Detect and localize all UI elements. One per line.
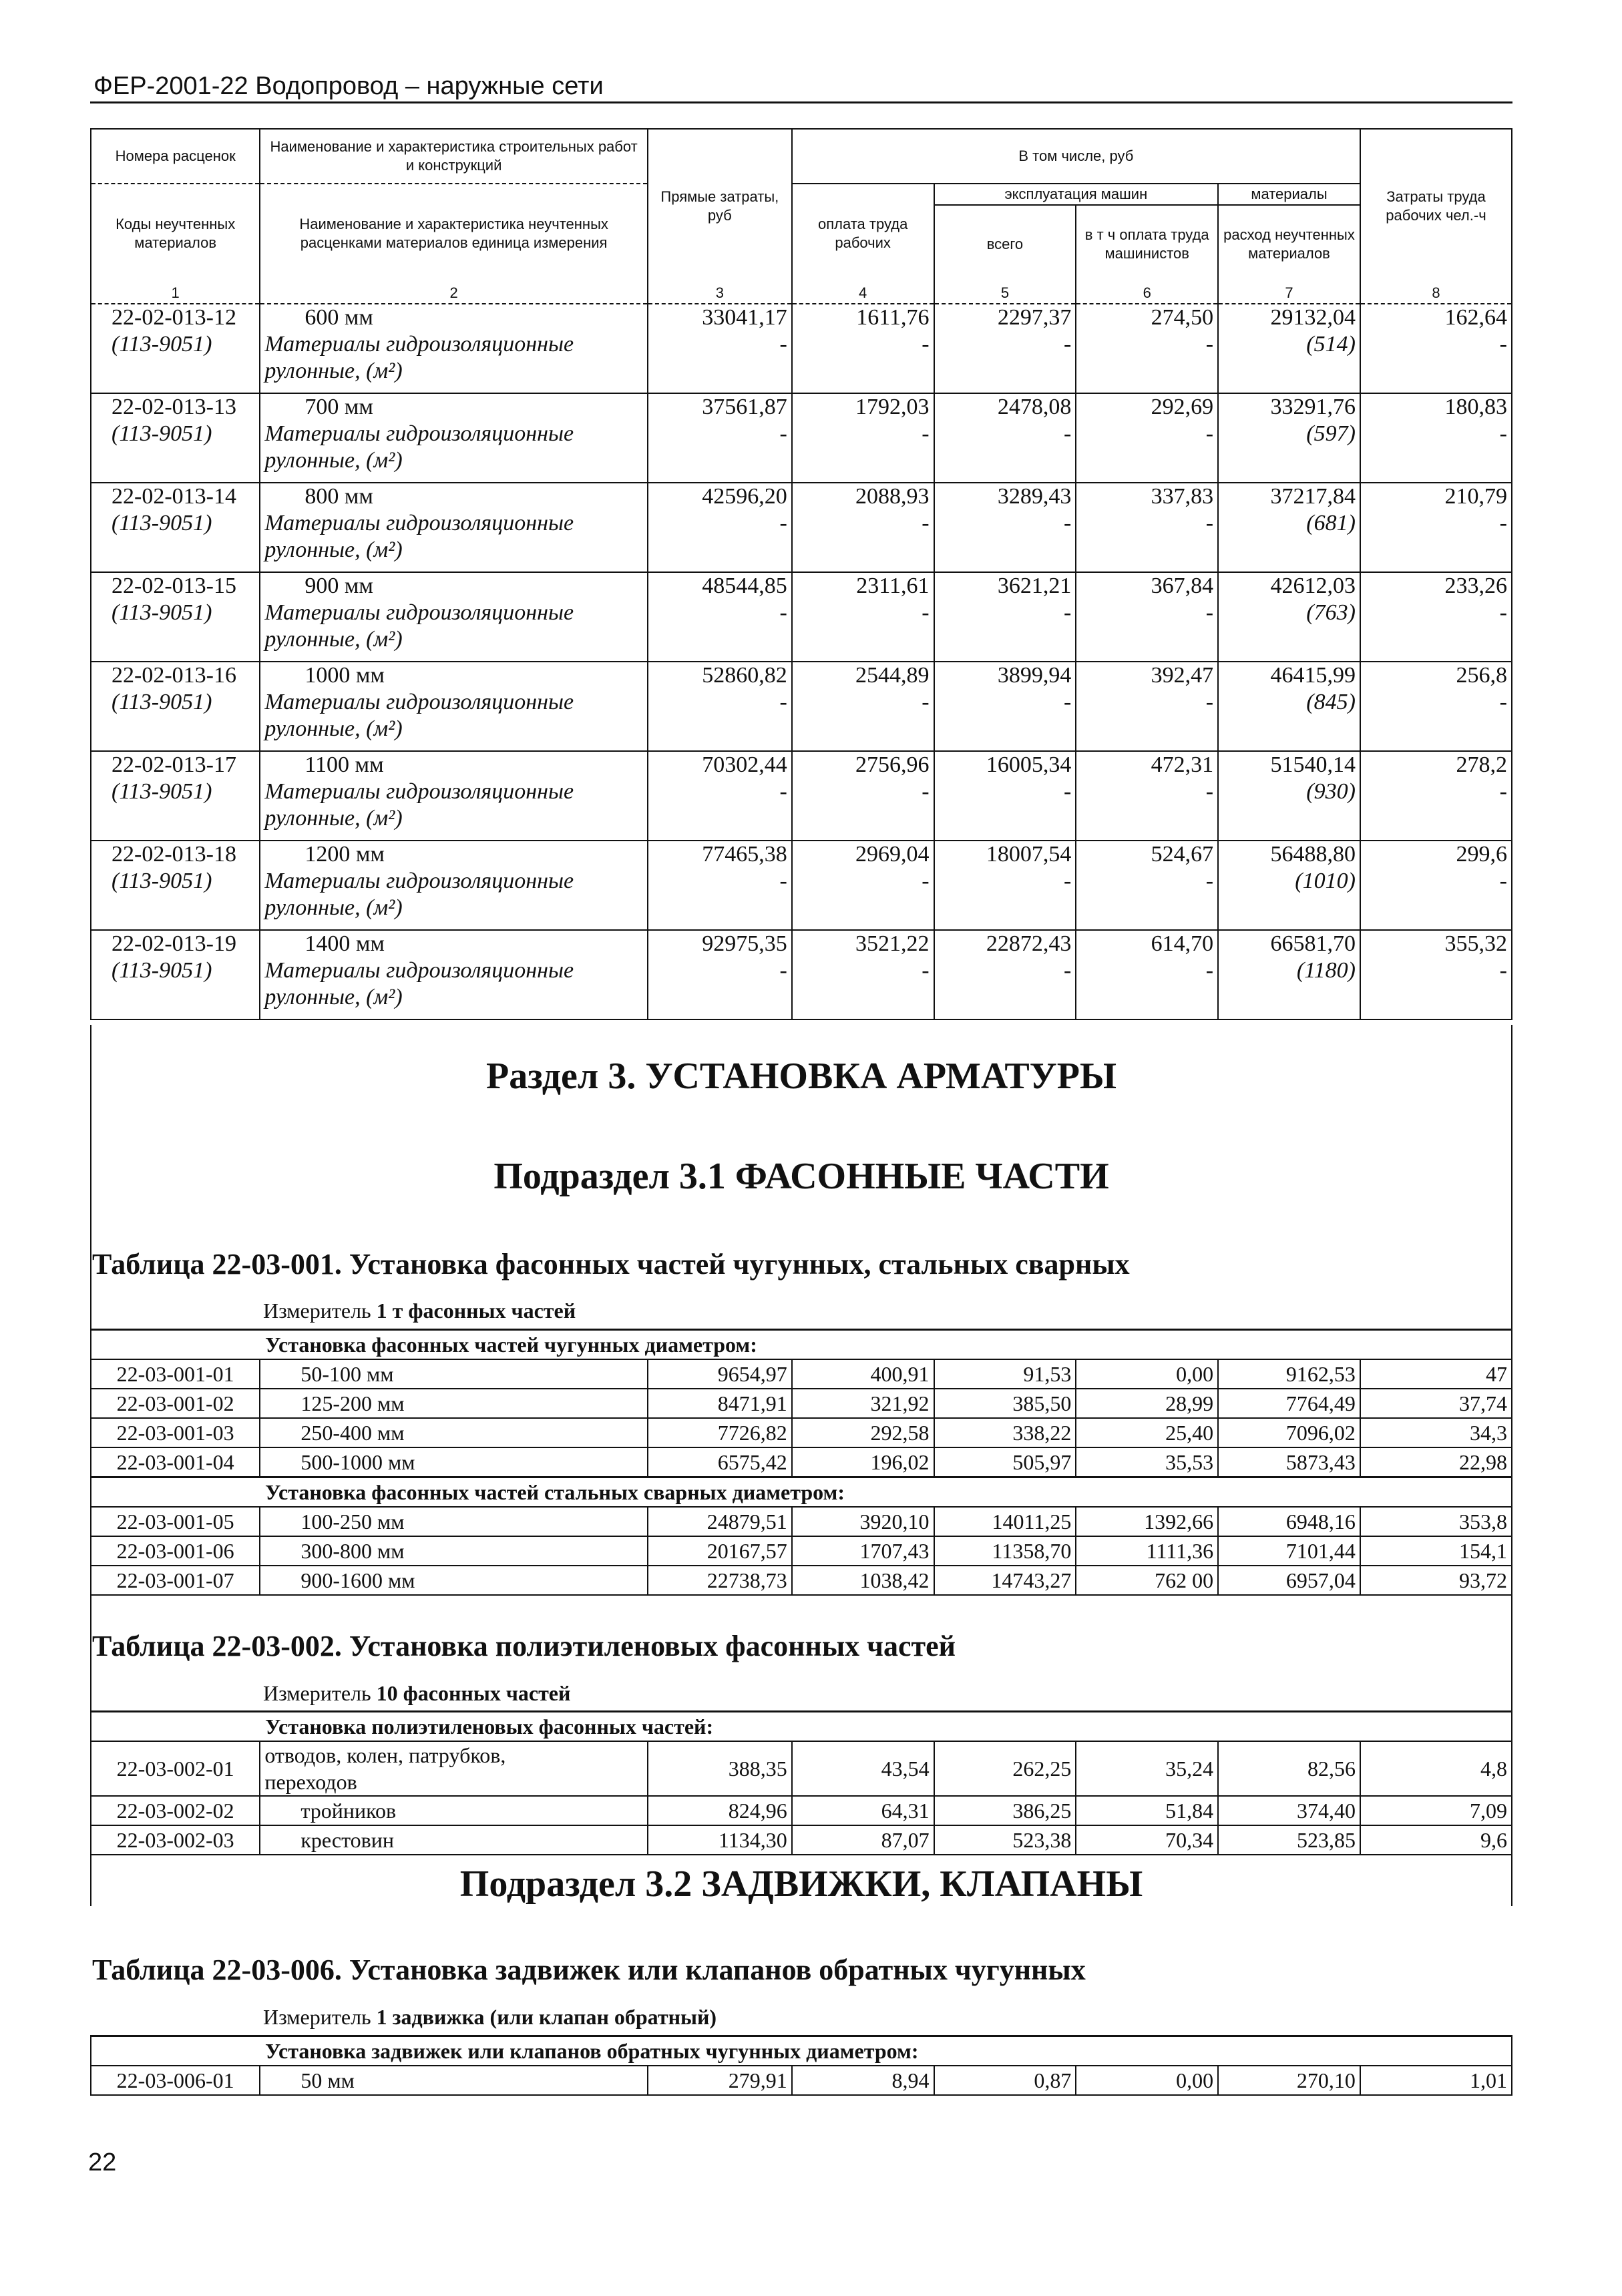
head-materials: материалы <box>1218 184 1360 205</box>
measure-unit: Измеритель 1 задвижка (или клапан обратный) <box>263 2005 717 2029</box>
machines-total: 11358,70 <box>934 1536 1076 1566</box>
work-name: 900-1600 мм <box>260 1566 648 1595</box>
cell-hours: 278,2 - <box>1360 751 1512 841</box>
table-22-03-006 <box>90 2035 1512 2096</box>
work-name: тройников <box>260 1796 648 1825</box>
head-machines: эксплуатация машин <box>934 184 1219 205</box>
page-number: 22 <box>88 2148 117 2176</box>
rate-code: 22-03-001-05 <box>91 1507 260 1536</box>
rate-code: 22-03-001-02 <box>91 1389 260 1418</box>
head-including: В том числе, руб <box>792 129 1360 184</box>
cell-materials: 33291,76 (597) <box>1218 393 1360 483</box>
rates-table <box>90 128 1512 1020</box>
operator-pay: 1111,36 <box>1076 1536 1218 1566</box>
material-code: (113-9051) <box>112 421 212 446</box>
labor-hours: 34,3 <box>1360 1418 1512 1447</box>
col-num: 4 <box>792 283 934 304</box>
cell-direct: 42596,20 - <box>648 483 792 572</box>
work-name: 500-1000 мм <box>260 1447 648 1477</box>
rate-code: 22-02-013-12 (113-9051) <box>91 304 260 393</box>
material-code: (113-9051) <box>112 600 212 625</box>
work-name: 1200 мм Материалы гидроизоляционные рулонные, (м²) <box>260 841 648 930</box>
cell-labor: 2544,89 - <box>792 662 934 751</box>
head-work-name: Наименование и характеристика строительных работ и конструкций <box>260 129 648 184</box>
cell-hours: 233,26 - <box>1360 572 1512 662</box>
work-name: 900 мм Материалы гидроизоляционные рулонные, (м²) <box>260 572 648 662</box>
rate-code: 22-02-013-16 (113-9051) <box>91 662 260 751</box>
col-num: 8 <box>1360 283 1512 304</box>
cell-direct: 52860,82 - <box>648 662 792 751</box>
materials: 7764,49 <box>1218 1389 1360 1418</box>
cell-direct: 92975,35 - <box>648 930 792 1019</box>
direct-costs: 279,91 <box>648 2066 792 2095</box>
materials: 374,40 <box>1218 1796 1360 1825</box>
head-operator-pay: в т ч оплата труда машинистов <box>1076 205 1218 283</box>
machines-total: 385,50 <box>934 1389 1076 1418</box>
machines-total: 386,25 <box>934 1796 1076 1825</box>
cell-mlabor: 614,70 - <box>1076 930 1218 1019</box>
work-name: крестовин <box>260 1825 648 1855</box>
head-material-codes: Коды неучтенных материалов <box>91 184 260 283</box>
direct-costs: 1134,30 <box>648 1825 792 1855</box>
machines-total: 505,97 <box>934 1447 1076 1477</box>
operator-pay: 0,00 <box>1076 2066 1218 2095</box>
materials: 523,85 <box>1218 1825 1360 1855</box>
cell-mach: 2297,37 - <box>934 304 1076 393</box>
operator-pay: 25,40 <box>1076 1418 1218 1447</box>
col-num: 5 <box>934 283 1076 304</box>
cell-mach: 18007,54 - <box>934 841 1076 930</box>
table-row <box>91 1359 1512 1389</box>
direct-costs: 824,96 <box>648 1796 792 1825</box>
cell-direct: 70302,44 - <box>648 751 792 841</box>
col-num: 7 <box>1218 283 1360 304</box>
worker-pay: 43,54 <box>792 1741 934 1796</box>
direct-costs: 7726,82 <box>648 1418 792 1447</box>
cell-mach: 3899,94 - <box>934 662 1076 751</box>
table-row <box>91 1418 1512 1447</box>
worker-pay: 321,92 <box>792 1389 934 1418</box>
rate-code: 22-02-013-17 (113-9051) <box>91 751 260 841</box>
cell-mlabor: 392,47 - <box>1076 662 1218 751</box>
direct-costs: 24879,51 <box>648 1507 792 1536</box>
materials: 6957,04 <box>1218 1566 1360 1595</box>
cell-materials: 29132,04 (514) <box>1218 304 1360 393</box>
head-worker-pay: оплата труда рабочих <box>792 184 934 283</box>
section-title: Раздел 3. УСТАНОВКА АРМАТУРЫ <box>486 1056 1117 1097</box>
cell-direct: 77465,38 - <box>648 841 792 930</box>
cell-mlabor: 472,31 - <box>1076 751 1218 841</box>
rate-code: 22-02-013-18 (113-9051) <box>91 841 260 930</box>
machines-total: 14011,25 <box>934 1507 1076 1536</box>
operator-pay: 35,24 <box>1076 1741 1218 1796</box>
head-labor-hours: Затраты труда рабочих чел.-ч <box>1360 129 1512 283</box>
col-num: 3 <box>648 283 792 304</box>
materials: 270,10 <box>1218 2066 1360 2095</box>
cell-hours: 162,64 - <box>1360 304 1512 393</box>
table-22-03-002 <box>90 1710 1512 1855</box>
work-name: 1400 мм Материалы гидроизоляционные рулонные, (м²) <box>260 930 648 1019</box>
direct-costs: 9654,97 <box>648 1359 792 1389</box>
header-rule <box>90 101 1512 103</box>
work-name: 1000 мм Материалы гидроизоляционные рулонные, (м²) <box>260 662 648 751</box>
group-label: Установка полиэтиленовых фасонных частей: <box>91 1712 1512 1742</box>
worker-pay: 1707,43 <box>792 1536 934 1566</box>
table-row <box>91 572 1512 662</box>
work-name: 100-250 мм <box>260 1507 648 1536</box>
labor-hours: 4,8 <box>1360 1741 1512 1796</box>
table-22-03-001 <box>90 1329 1512 1596</box>
operator-pay: 51,84 <box>1076 1796 1218 1825</box>
work-name: 50 мм <box>260 2066 648 2095</box>
labor-hours: 7,09 <box>1360 1796 1512 1825</box>
head-machines-total: всего <box>934 205 1076 283</box>
labor-hours: 154,1 <box>1360 1536 1512 1566</box>
group-label: Установка фасонных частей стальных сварных диаметром: <box>91 1477 1512 1508</box>
cell-hours: 256,8 - <box>1360 662 1512 751</box>
rate-code: 22-02-013-15 (113-9051) <box>91 572 260 662</box>
cell-mlabor: 274,50 - <box>1076 304 1218 393</box>
cell-materials: 46415,99 (845) <box>1218 662 1360 751</box>
machines-total: 91,53 <box>934 1359 1076 1389</box>
table-row <box>91 1536 1512 1566</box>
machines-total: 338,22 <box>934 1418 1076 1447</box>
direct-costs: 20167,57 <box>648 1536 792 1566</box>
worker-pay: 3920,10 <box>792 1507 934 1536</box>
work-name: 1100 мм Материалы гидроизоляционные рулонные, (м²) <box>260 751 648 841</box>
cell-mlabor: 337,83 - <box>1076 483 1218 572</box>
cell-mach: 3289,43 - <box>934 483 1076 572</box>
operator-pay: 70,34 <box>1076 1825 1218 1855</box>
cell-mach: 2478,08 - <box>934 393 1076 483</box>
table-row <box>91 1507 1512 1536</box>
cell-labor: 2969,04 - <box>792 841 934 930</box>
cell-materials: 51540,14 (930) <box>1218 751 1360 841</box>
table-title: Таблица 22-03-006. Установка задвижек или клапанов обратных чугунных <box>92 1954 1086 1986</box>
rate-code: 22-02-013-14 (113-9051) <box>91 483 260 572</box>
rate-code: 22-03-002-01 <box>91 1741 260 1796</box>
worker-pay: 400,91 <box>792 1359 934 1389</box>
work-name: 250-400 мм <box>260 1418 648 1447</box>
head-material-consumption: расход неучтенных материалов <box>1218 205 1360 283</box>
table-row <box>91 1825 1512 1855</box>
worker-pay: 292,58 <box>792 1418 934 1447</box>
table-row <box>91 1447 1512 1477</box>
cell-labor: 2311,61 - <box>792 572 934 662</box>
cell-direct: 48544,85 - <box>648 572 792 662</box>
cell-mach: 22872,43 - <box>934 930 1076 1019</box>
cell-materials: 56488,80 (1010) <box>1218 841 1360 930</box>
materials: 82,56 <box>1218 1741 1360 1796</box>
rate-code: 22-03-001-01 <box>91 1359 260 1389</box>
cell-labor: 3521,22 - <box>792 930 934 1019</box>
labor-hours: 37,74 <box>1360 1389 1512 1418</box>
materials: 7101,44 <box>1218 1536 1360 1566</box>
group-label: Установка задвижек или клапанов обратных чугунных диаметром: <box>91 2036 1512 2066</box>
direct-costs: 8471,91 <box>648 1389 792 1418</box>
worker-pay: 1038,42 <box>792 1566 934 1595</box>
subsection-title: Подраздел 3.2 ЗАДВИЖКИ, КЛАПАНЫ <box>459 1863 1143 1905</box>
material-code: (113-9051) <box>112 779 212 804</box>
group-label: Установка фасонных частей чугунных диаметром: <box>91 1330 1512 1360</box>
direct-costs: 388,35 <box>648 1741 792 1796</box>
table-row <box>91 1796 1512 1825</box>
material-code: (113-9051) <box>112 511 212 535</box>
materials: 9162,53 <box>1218 1359 1360 1389</box>
machines-total: 0,87 <box>934 2066 1076 2095</box>
rate-code: 22-02-013-13 (113-9051) <box>91 393 260 483</box>
materials: 5873,43 <box>1218 1447 1360 1477</box>
direct-costs: 22738,73 <box>648 1566 792 1595</box>
rate-code: 22-03-002-02 <box>91 1796 260 1825</box>
work-name: 300-800 мм <box>260 1536 648 1566</box>
materials: 6948,16 <box>1218 1507 1360 1536</box>
operator-pay: 35,53 <box>1076 1447 1218 1477</box>
machines-total: 523,38 <box>934 1825 1076 1855</box>
operator-pay: 28,99 <box>1076 1389 1218 1418</box>
rate-code: 22-03-001-06 <box>91 1536 260 1566</box>
col-num: 6 <box>1076 283 1218 304</box>
table-row <box>91 393 1512 483</box>
labor-hours: 1,01 <box>1360 2066 1512 2095</box>
cell-direct: 33041,17 - <box>648 304 792 393</box>
worker-pay: 87,07 <box>792 1825 934 1855</box>
cell-hours: 210,79 - <box>1360 483 1512 572</box>
table-row <box>91 930 1512 1019</box>
col-num: 1 <box>91 283 260 304</box>
labor-hours: 22,98 <box>1360 1447 1512 1477</box>
head-direct-costs: Прямые затраты, руб <box>648 129 792 283</box>
col-num: 2 <box>260 283 648 304</box>
labor-hours: 9,6 <box>1360 1825 1512 1855</box>
table-row <box>91 841 1512 930</box>
table-row <box>91 483 1512 572</box>
table-row <box>91 662 1512 751</box>
subsection-title: Подраздел 3.1 ФАСОННЫЕ ЧАСТИ <box>493 1156 1109 1197</box>
table-row <box>91 1741 1512 1796</box>
operator-pay: 0,00 <box>1076 1359 1218 1389</box>
worker-pay: 8,94 <box>792 2066 934 2095</box>
work-name: отводов, колен, патрубков, переходов <box>260 1741 648 1796</box>
measure-unit: Измеритель 1 т фасонных частей <box>263 1299 576 1323</box>
material-code: (113-9051) <box>112 958 212 983</box>
cell-mlabor: 292,69 - <box>1076 393 1218 483</box>
labor-hours: 47 <box>1360 1359 1512 1389</box>
cell-hours: 180,83 - <box>1360 393 1512 483</box>
cell-mach: 3621,21 - <box>934 572 1076 662</box>
table-row <box>91 1389 1512 1418</box>
cell-labor: 1611,76 - <box>792 304 934 393</box>
cell-labor: 2756,96 - <box>792 751 934 841</box>
cell-mlabor: 367,84 - <box>1076 572 1218 662</box>
cell-mlabor: 524,67 - <box>1076 841 1218 930</box>
material-code: (113-9051) <box>112 690 212 714</box>
work-name: 600 мм Материалы гидроизоляционные рулонные, (м²) <box>260 304 648 393</box>
cell-labor: 1792,03 - <box>792 393 934 483</box>
labor-hours: 93,72 <box>1360 1566 1512 1595</box>
rate-code: 22-02-013-19 (113-9051) <box>91 930 260 1019</box>
rate-code: 22-03-001-03 <box>91 1418 260 1447</box>
head-material-name: Наименование и характеристика неучтенных расценками материалов единица измерения <box>260 184 648 283</box>
cell-materials: 42612,03 (763) <box>1218 572 1360 662</box>
table-row <box>91 1566 1512 1595</box>
rate-code: 22-03-002-03 <box>91 1825 260 1855</box>
work-name: 700 мм Материалы гидроизоляционные рулонные, (м²) <box>260 393 648 483</box>
operator-pay: 762 00 <box>1076 1566 1218 1595</box>
work-name: 125-200 мм <box>260 1389 648 1418</box>
worker-pay: 64,31 <box>792 1796 934 1825</box>
cell-labor: 2088,93 - <box>792 483 934 572</box>
rate-code: 22-03-001-07 <box>91 1566 260 1595</box>
direct-costs: 6575,42 <box>648 1447 792 1477</box>
machines-total: 262,25 <box>934 1741 1076 1796</box>
table-title: Таблица 22-03-001. Установка фасонных частей чугунных, стальных сварных <box>92 1248 1130 1281</box>
work-name: 800 мм Материалы гидроизоляционные рулонные, (м²) <box>260 483 648 572</box>
machines-total: 14743,27 <box>934 1566 1076 1595</box>
rate-code: 22-03-006-01 <box>91 2066 260 2095</box>
table-row <box>91 2066 1512 2095</box>
worker-pay: 196,02 <box>792 1447 934 1477</box>
material-code: (113-9051) <box>112 332 212 357</box>
material-code: (113-9051) <box>112 869 212 893</box>
materials: 7096,02 <box>1218 1418 1360 1447</box>
measure-unit: Измеритель 10 фасонных частей <box>263 1681 571 1705</box>
rate-code: 22-03-001-04 <box>91 1447 260 1477</box>
running-header: ФЕР-2001-22 Водопровод – наружные сети <box>93 72 604 100</box>
head-rate-numbers: Номера расценок <box>91 129 260 184</box>
labor-hours: 353,8 <box>1360 1507 1512 1536</box>
operator-pay: 1392,66 <box>1076 1507 1218 1536</box>
table-row <box>91 304 1512 393</box>
cell-mach: 16005,34 - <box>934 751 1076 841</box>
cell-materials: 66581,70 (1180) <box>1218 930 1360 1019</box>
cell-materials: 37217,84 (681) <box>1218 483 1360 572</box>
cell-hours: 355,32 - <box>1360 930 1512 1019</box>
table-row <box>91 751 1512 841</box>
cell-hours: 299,6 - <box>1360 841 1512 930</box>
table-title: Таблица 22-03-002. Установка полиэтиленовых фасонных частей <box>92 1630 956 1662</box>
cell-direct: 37561,87 - <box>648 393 792 483</box>
work-name: 50-100 мм <box>260 1359 648 1389</box>
